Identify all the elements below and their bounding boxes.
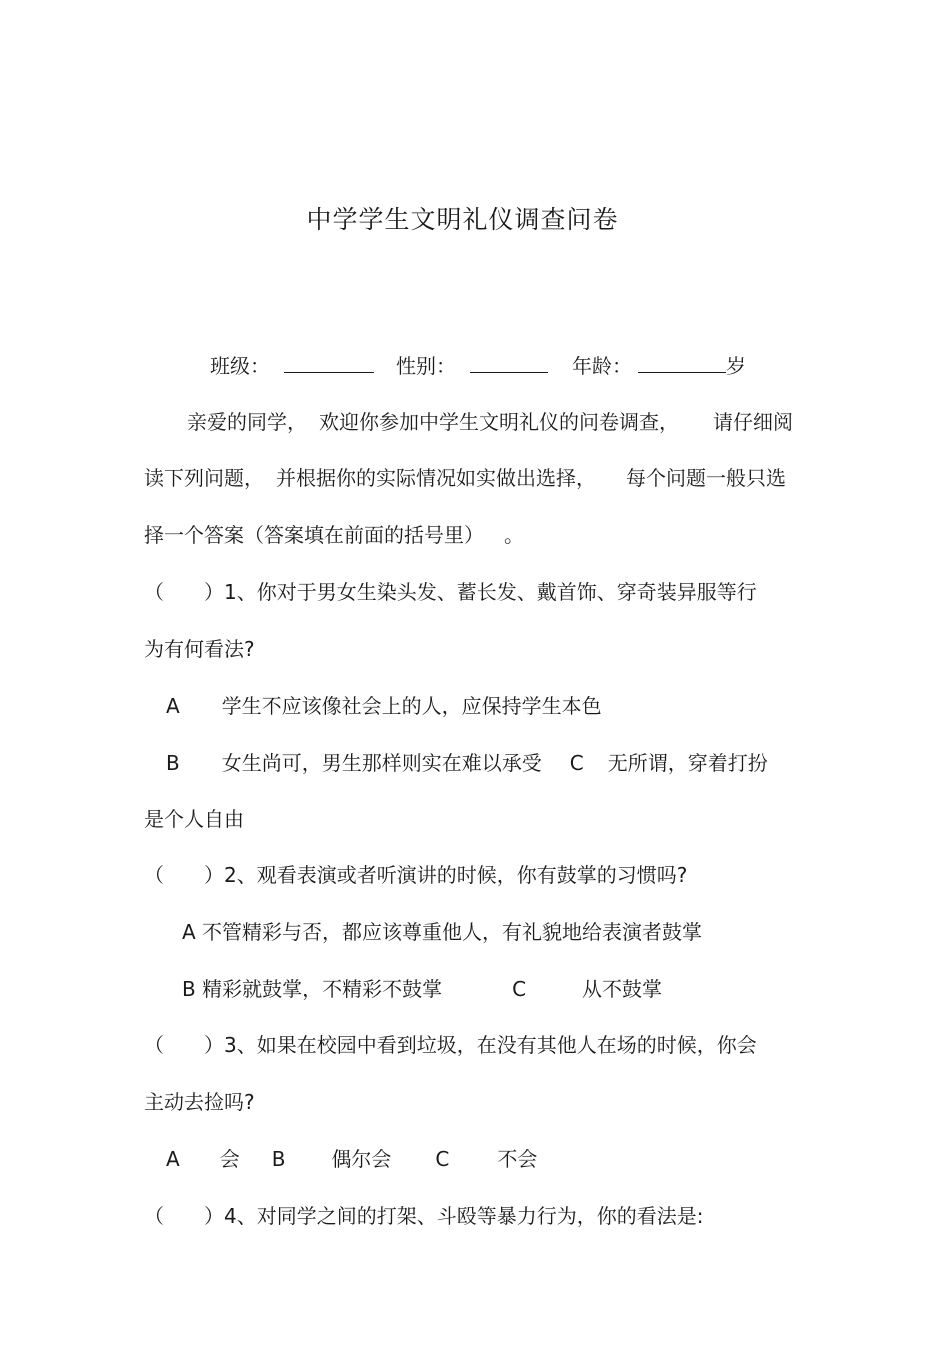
question-1-stem-cont — [144, 635, 255, 663]
option-text: 会 — [219, 1147, 240, 1171]
intro-line-1 — [187, 408, 793, 436]
answer-paren: （ ） — [144, 1033, 224, 1057]
question-3-stem-cont — [144, 1088, 255, 1116]
gender-blank — [470, 352, 548, 373]
intro-text: 每个问题一般只选 — [626, 466, 786, 490]
age-blank — [638, 352, 726, 373]
question-text: 1、你对于男女生染头发、蓄长发、戴首饰、穿奇装异服等行 — [224, 580, 757, 604]
question-text: 为有何看法? — [144, 637, 255, 661]
question-1-option-b — [166, 749, 768, 777]
intro-line-2 — [144, 464, 786, 492]
option-letter: C — [512, 977, 527, 1001]
intro-text: 。 — [504, 523, 524, 547]
page-title: 中学学生文明礼仪调查问卷 — [306, 205, 619, 234]
option-text: B 精彩就鼓掌，不精彩不鼓掌 — [182, 977, 443, 1001]
intro-text: 请仔细阅 — [713, 410, 793, 434]
option-text: 是个人自由 — [144, 807, 244, 831]
question-2-option-b — [182, 975, 662, 1003]
option-text: 偶尔会 — [331, 1147, 392, 1171]
question-text: 主动去捡吗? — [144, 1090, 255, 1114]
option-text: 从不鼓掌 — [582, 977, 663, 1001]
question-2-option-a — [182, 918, 702, 946]
intro-text: 读下列问题， — [144, 466, 264, 490]
option-letter: C — [569, 751, 584, 775]
question-text: 2、观看表演或者听演讲的时候，你有鼓掌的习惯吗? — [224, 863, 688, 887]
option-text: 不会 — [497, 1147, 538, 1171]
question-1-option-a — [166, 692, 602, 720]
question-2-stem — [144, 861, 687, 889]
intro-line-3 — [144, 521, 524, 549]
question-3-options — [166, 1145, 537, 1173]
option-letter: B — [166, 751, 180, 775]
option-letter: A — [166, 1147, 180, 1171]
option-letter: B — [271, 1147, 286, 1171]
answer-paren: （ ） — [144, 580, 224, 604]
answer-paren: （ ） — [144, 1204, 224, 1228]
intro-text: 择一个答案（答案填在前面的括号里） — [144, 523, 484, 547]
gender-label: 性别： — [396, 354, 456, 378]
answer-paren: （ ） — [144, 863, 224, 887]
option-text: 无所谓，穿着打扮 — [607, 751, 768, 775]
question-4-stem — [144, 1202, 703, 1230]
intro-text: 欢迎你参加中学生文明礼仪的问卷调查， — [319, 410, 679, 434]
question-3-stem — [144, 1031, 757, 1059]
class-label: 班级： — [210, 354, 270, 378]
question-text: 4、对同学之间的打架、斗殴等暴力行为，你的看法是: — [224, 1204, 704, 1228]
info-row — [210, 352, 746, 380]
option-text: 学生不应该像社会上的人，应保持学生本色 — [221, 694, 602, 718]
intro-text: 并根据你的实际情况如实做出选择， — [276, 466, 596, 490]
question-1-option-c-cont — [144, 805, 244, 833]
option-text: A 不管精彩与否，都应该尊重他人，有礼貌地给表演者鼓掌 — [182, 920, 703, 944]
option-letter: C — [435, 1147, 450, 1171]
intro-text: 亲爱的同学， — [187, 410, 307, 434]
age-suffix: 岁 — [726, 354, 746, 378]
option-letter: A — [166, 694, 180, 718]
question-text: 3、如果在校园中看到垃圾，在没有其他人在场的时候，你会 — [224, 1033, 757, 1057]
class-blank — [284, 352, 374, 373]
age-label: 年龄： — [572, 354, 632, 378]
option-text: 女生尚可，男生那样则实在难以承受 — [221, 751, 542, 775]
question-1-stem — [144, 578, 757, 606]
